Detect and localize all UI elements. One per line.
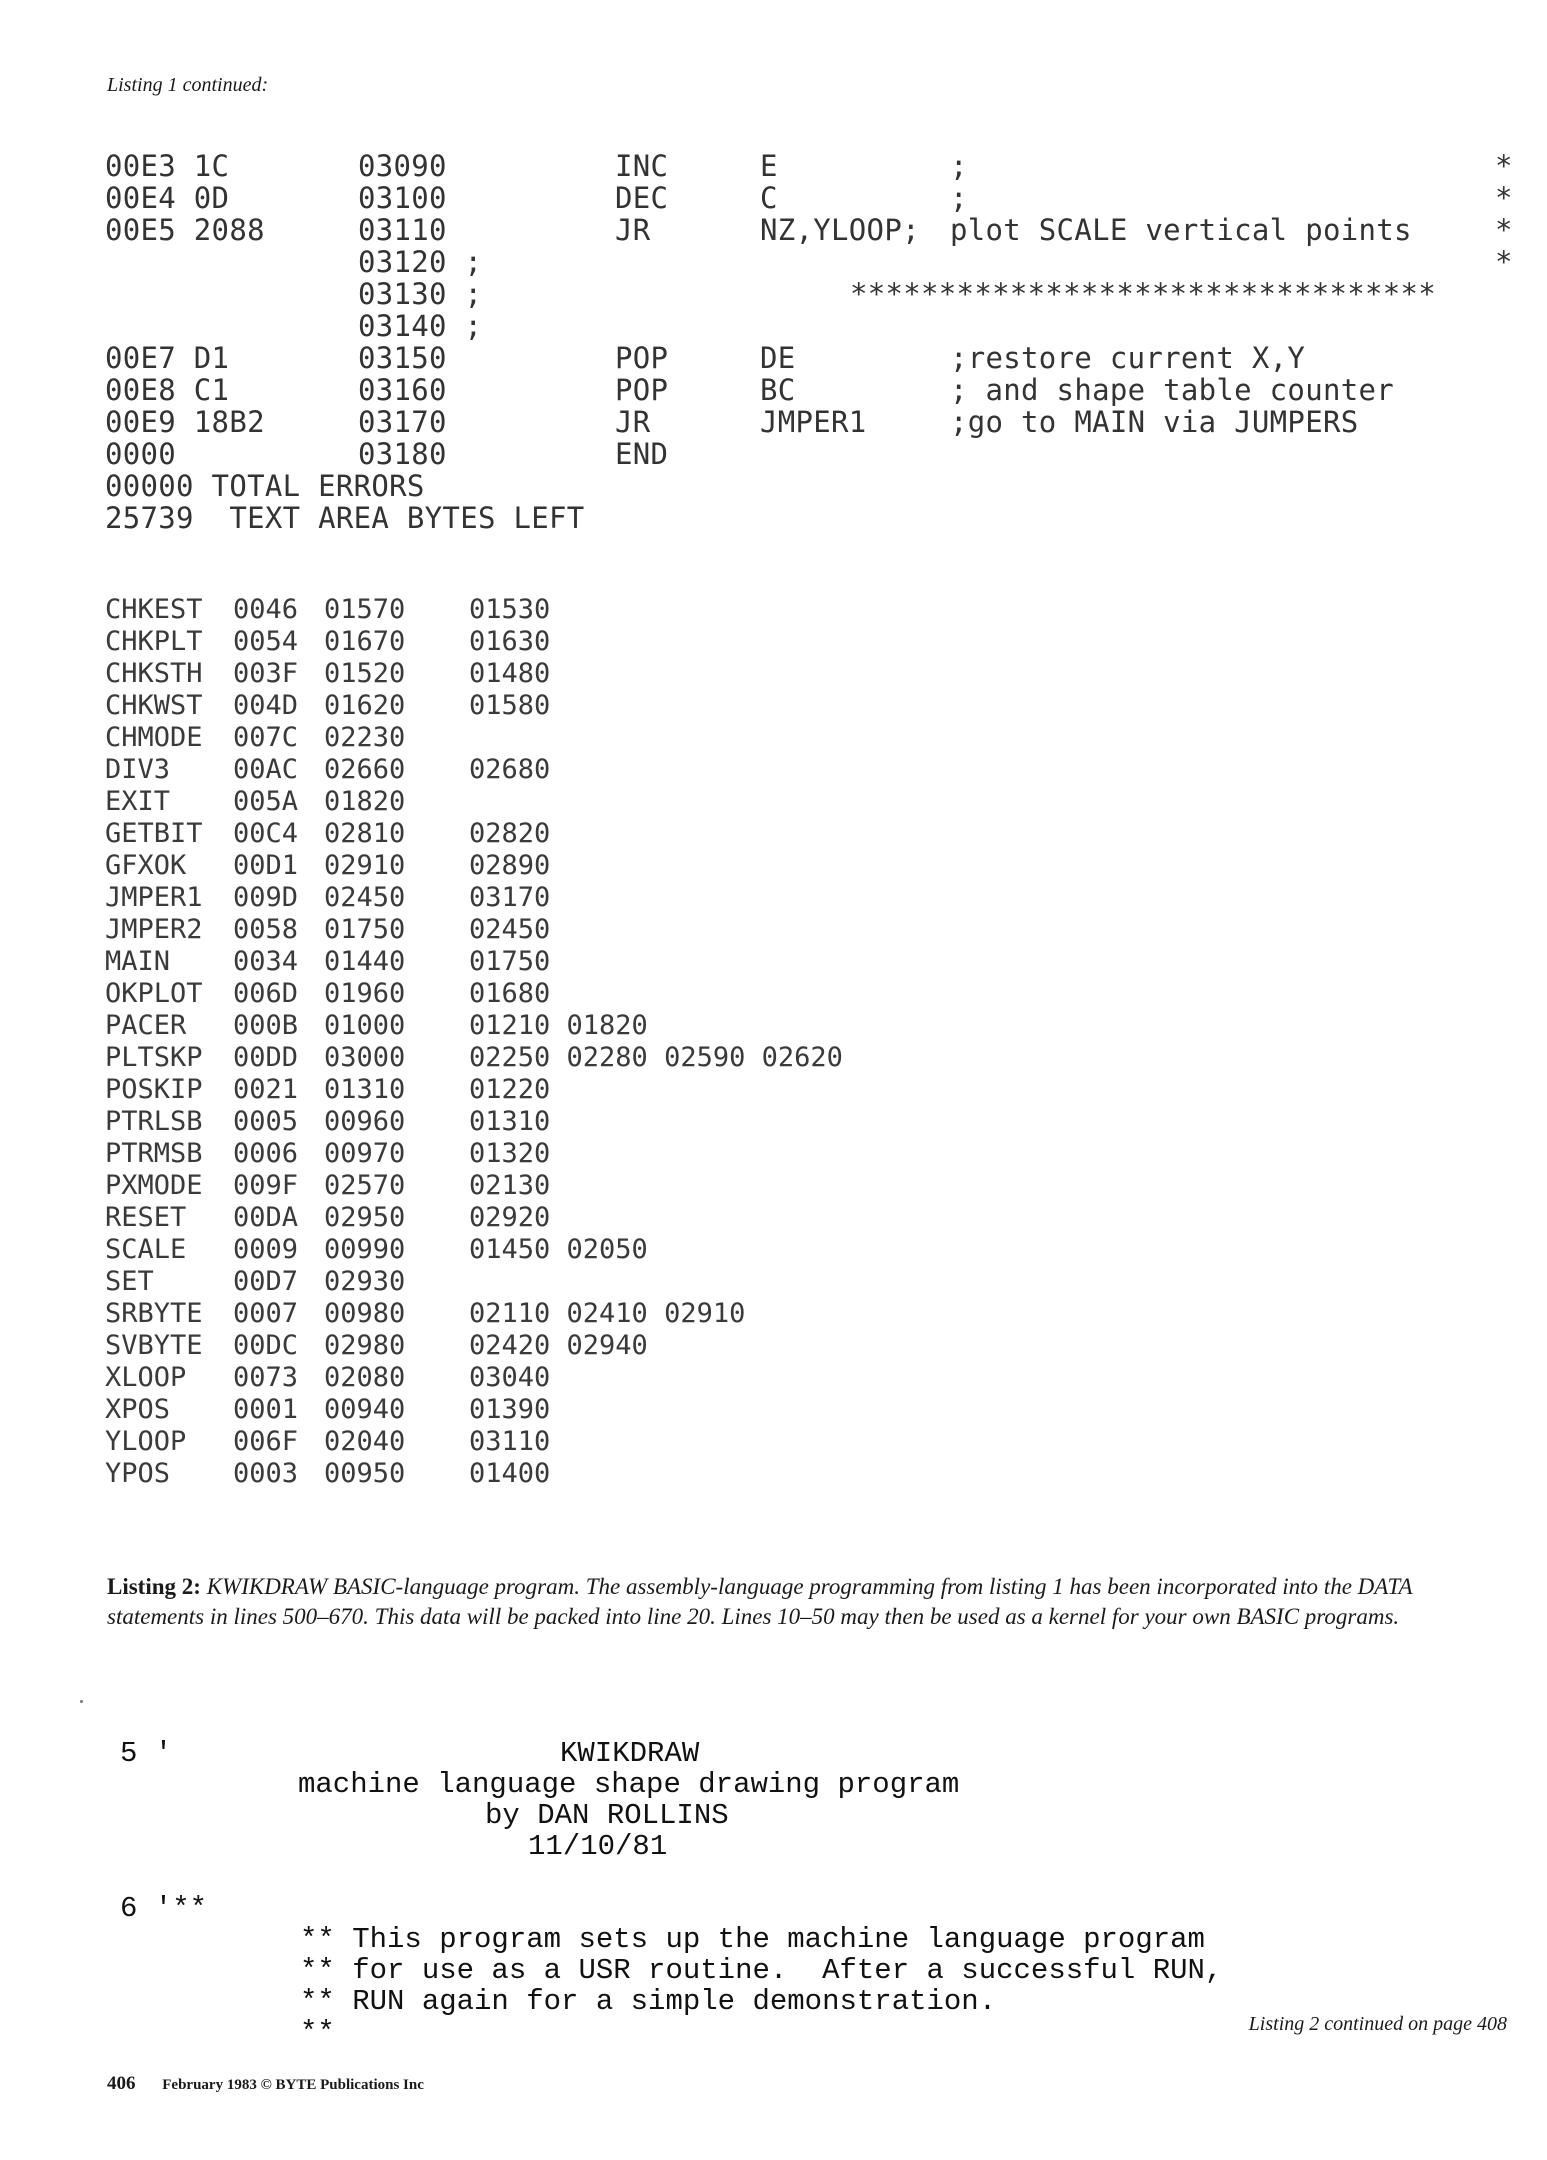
xref-row-col-0: RESET	[105, 1202, 187, 1233]
xref-row-col-0: PACER	[105, 1010, 187, 1041]
xref-row-col-2: 01750	[324, 914, 406, 945]
xref-row-col-3: 02890	[469, 850, 551, 881]
xref-row-col-0: CHMODE	[105, 722, 203, 753]
xref-row-col-1: 000B	[233, 1010, 299, 1041]
xref-row-col-3: 01220	[469, 1074, 551, 1105]
xref-row-col-0: JMPER2	[105, 914, 203, 945]
xref-row-col-0: YLOOP	[105, 1426, 187, 1457]
xref-row-col-3: 01450 02050	[469, 1234, 648, 1265]
xref-row-col-3: 01480	[469, 658, 551, 689]
xref-row-col-2: 00950	[324, 1458, 406, 1489]
listing-line-col-3: JMPER1	[760, 405, 867, 439]
listing-line-col-2: END	[615, 437, 669, 471]
xref-row-col-0: YPOS	[105, 1458, 171, 1489]
xref-row-col-3: 02680	[469, 754, 551, 785]
xref-row-col-2: 02930	[324, 1266, 406, 1297]
listing-line-col-1: 03110	[358, 213, 447, 247]
basic-line-col-1: machine language shape drawing program	[298, 1768, 960, 1801]
listing-line-col-2: INC	[615, 149, 669, 183]
xref-row-col-2: 03000	[324, 1042, 406, 1073]
listing-line-col-0: 0000	[105, 437, 177, 471]
xref-row-col-2: 00940	[324, 1394, 406, 1425]
basic-line-col-0: 5 '	[120, 1737, 173, 1770]
xref-row-col-2: 00990	[324, 1234, 406, 1265]
listing-line-col-2: POP	[615, 341, 669, 375]
xref-row-col-2: 01440	[324, 946, 406, 977]
listing-line-col-2: JR	[615, 405, 651, 439]
xref-row-col-3: 01320	[469, 1138, 551, 1169]
xref-row-col-3: 03110	[469, 1426, 551, 1457]
xref-row-col-2: 01670	[324, 626, 406, 657]
xref-row-col-0: PTRLSB	[105, 1106, 203, 1137]
xref-row-col-1: 0006	[233, 1138, 299, 1169]
xref-row-col-1: 0007	[233, 1298, 299, 1329]
xref-row-col-1: 00DC	[233, 1330, 299, 1361]
xref-row-col-1: 00D7	[233, 1266, 299, 1297]
xref-row-col-2: 01570	[324, 594, 406, 625]
listing-line-col-0: 00E3 1C	[105, 149, 230, 183]
xref-row-col-2: 01520	[324, 658, 406, 689]
xref-row-col-1: 006F	[233, 1426, 299, 1457]
xref-row-col-3: 02250 02280 02590 02620	[469, 1042, 843, 1073]
listing-line-col-0: 25739 TEXT AREA BYTES LEFT	[105, 501, 585, 535]
xref-row-col-3: 01400	[469, 1458, 551, 1489]
xref-row-col-1: 009F	[233, 1170, 299, 1201]
xref-row-col-2: 02660	[324, 754, 406, 785]
xref-row-col-3: 01630	[469, 626, 551, 657]
xref-row-col-1: 004D	[233, 690, 299, 721]
listing-line-col-6: *	[1495, 149, 1513, 183]
xref-row-col-1: 00C4	[233, 818, 299, 849]
listing-line-col-0: 00E9 18B2	[105, 405, 265, 439]
listing-line-col-3: DE	[760, 341, 796, 375]
listing-line-col-4: ;restore current X,Y	[950, 341, 1306, 375]
xref-row-col-0: POSKIP	[105, 1074, 203, 1105]
xref-row-col-0: CHKEST	[105, 594, 203, 625]
xref-row-col-0: EXIT	[105, 786, 171, 817]
basic-line-col-1: **	[300, 2016, 335, 2049]
xref-row-col-2: 00960	[324, 1106, 406, 1137]
xref-row-col-1: 0054	[233, 626, 299, 657]
xref-row-col-3: 01390	[469, 1394, 551, 1425]
listing-line-col-1: 03090	[358, 149, 447, 183]
xref-row-col-0: PTRMSB	[105, 1138, 203, 1169]
continued-note: Listing 2 continued on page 408	[1248, 2013, 1507, 2035]
xref-row-col-2: 01000	[324, 1010, 406, 1041]
xref-row-col-0: PXMODE	[105, 1170, 203, 1201]
xref-row-col-2: 02040	[324, 1426, 406, 1457]
xref-row-col-0: PLTSKP	[105, 1042, 203, 1073]
xref-row-col-3: 01310	[469, 1106, 551, 1137]
xref-row-col-3: 02110 02410 02910	[469, 1298, 746, 1329]
xref-row-col-0: JMPER1	[105, 882, 203, 913]
xref-row-col-3: 01580	[469, 690, 551, 721]
xref-row-col-1: 0034	[233, 946, 299, 977]
xref-row-col-0: CHKPLT	[105, 626, 203, 657]
xref-row-col-0: SCALE	[105, 1234, 187, 1265]
xref-row-col-1: 009D	[233, 882, 299, 913]
xref-row-col-2: 00970	[324, 1138, 406, 1169]
xref-row-col-0: CHKSTH	[105, 658, 203, 689]
xref-row-col-3: 02920	[469, 1202, 551, 1233]
xref-row-col-2: 01310	[324, 1074, 406, 1105]
xref-row-col-2: 01960	[324, 978, 406, 1009]
xref-row-col-2: 02950	[324, 1202, 406, 1233]
xref-row-col-0: XLOOP	[105, 1362, 187, 1393]
xref-row-col-2: 02810	[324, 818, 406, 849]
listing-line-col-4: ;	[950, 181, 968, 215]
xref-row-col-1: 0073	[233, 1362, 299, 1393]
xref-row-col-0: CHKWST	[105, 690, 203, 721]
listing-line-col-2: JR	[615, 213, 651, 247]
basic-line-col-1: 11/10/81	[528, 1830, 668, 1863]
xref-row-col-2: 02910	[324, 850, 406, 881]
page-number: 406	[107, 2073, 136, 2094]
xref-row-col-2: 01620	[324, 690, 406, 721]
listing-line-col-1: 03170	[358, 405, 447, 439]
xref-row-col-3: 02820	[469, 818, 551, 849]
xref-row-col-1: 006D	[233, 978, 299, 1009]
xref-row-col-1: 00DD	[233, 1042, 299, 1073]
xref-row-col-1: 0021	[233, 1074, 299, 1105]
xref-row-col-1: 005A	[233, 786, 299, 817]
xref-row-col-3: 01750	[469, 946, 551, 977]
caption-text: KWIKDRAW BASIC-language program. The assembly-language programming from listing 1 has been incorporated into the DATA statements in lines 500–670. This data will be packed into line 20. Lines 10–50 may then be used as a kernel for your own BASIC programs.	[107, 1574, 1413, 1629]
xref-row-col-0: MAIN	[105, 946, 171, 977]
xref-row-col-2: 02570	[324, 1170, 406, 1201]
xref-row-col-1: 0005	[233, 1106, 299, 1137]
xref-row-col-0: DIV3	[105, 754, 171, 785]
listing-line-col-1: 03120 ;	[358, 245, 483, 279]
xref-row-col-1: 0058	[233, 914, 299, 945]
listing-line-col-6: *	[1495, 245, 1513, 279]
xref-row-col-2: 02230	[324, 722, 406, 753]
listing-line-col-1: 03100	[358, 181, 447, 215]
xref-row-col-0: GFXOK	[105, 850, 187, 881]
xref-row-col-1: 00DA	[233, 1202, 299, 1233]
listing-line-col-1: 03140 ;	[358, 309, 483, 343]
xref-row-col-2: 02450	[324, 882, 406, 913]
listing-line-col-1: 03130 ;	[358, 277, 483, 311]
listing-line-col-0: 00E4 0D	[105, 181, 230, 215]
xref-row-col-1: 0003	[233, 1458, 299, 1489]
listing-line-col-4: ; and shape table counter	[950, 373, 1394, 407]
xref-row-col-3: 01530	[469, 594, 551, 625]
basic-line-col-1: KWIKDRAW	[560, 1737, 700, 1770]
xref-row-col-1: 003F	[233, 658, 299, 689]
basic-line-col-1: ** RUN again for a simple demonstration.	[300, 1985, 997, 2018]
listing-line-col-1: 03160	[358, 373, 447, 407]
xref-row-col-1: 007C	[233, 722, 299, 753]
xref-row-col-1: 0001	[233, 1394, 299, 1425]
listing-line-col-2: POP	[615, 373, 669, 407]
xref-row-col-3: 03040	[469, 1362, 551, 1393]
listing-line-col-6: *	[1495, 181, 1513, 215]
listing-line-col-3: C	[760, 181, 778, 215]
listing-line-col-1: 03180	[358, 437, 447, 471]
stray-mark	[80, 1700, 83, 1703]
xref-row-col-0: XPOS	[105, 1394, 171, 1425]
xref-row-col-2: 02980	[324, 1330, 406, 1361]
basic-line-col-1: by DAN ROLLINS	[485, 1799, 729, 1832]
caption-label: Listing 2:	[107, 1574, 201, 1599]
basic-line-col-1: ** for use as a USR routine. After a successful RUN,	[300, 1954, 1223, 1987]
listing-line-col-3: E	[760, 149, 778, 183]
xref-row-col-3: 01210 01820	[469, 1010, 648, 1041]
xref-row-col-1: 0009	[233, 1234, 299, 1265]
listing-line-col-2: DEC	[615, 181, 669, 215]
listing-continued-caption: Listing 1 continued:	[107, 74, 269, 96]
page-footer	[107, 2073, 424, 2095]
listing-line-col-6: *	[1495, 213, 1513, 247]
publication-line: February 1983 © BYTE Publications Inc	[162, 2077, 424, 2093]
xref-row-col-3: 02420 02940	[469, 1330, 648, 1361]
xref-row-col-0: GETBIT	[105, 818, 203, 849]
xref-row-col-3: 01680	[469, 978, 551, 1009]
basic-line-col-1: ** This program sets up the machine language program	[300, 1923, 1205, 1956]
xref-row-col-3: 03170	[469, 882, 551, 913]
listing-line-col-4: ;	[950, 149, 968, 183]
xref-row-col-2: 00980	[324, 1298, 406, 1329]
listing-line-col-3: BC	[760, 373, 796, 407]
listing-line-col-4: ;go to MAIN via JUMPERS	[950, 405, 1359, 439]
xref-row-col-0: SRBYTE	[105, 1298, 203, 1329]
listing-line-col-4: plot SCALE vertical points	[950, 213, 1412, 247]
listing-line-col-5: *********************************	[850, 277, 1437, 311]
listing-line-col-1: 03150	[358, 341, 447, 375]
xref-row-col-2: 02080	[324, 1362, 406, 1393]
listing-line-col-0: 00000 TOTAL ERRORS	[105, 469, 425, 503]
xref-row-col-1: 00AC	[233, 754, 299, 785]
listing-line-col-0: 00E8 C1	[105, 373, 230, 407]
listing-line-col-0: 00E5 2088	[105, 213, 265, 247]
listing-2-caption	[107, 1572, 1507, 1632]
xref-row-col-3: 02130	[469, 1170, 551, 1201]
xref-row-col-2: 01820	[324, 786, 406, 817]
xref-row-col-3: 02450	[469, 914, 551, 945]
xref-row-col-0: SET	[105, 1266, 154, 1297]
basic-line-col-0: 6 '**	[120, 1892, 208, 1925]
xref-row-col-0: SVBYTE	[105, 1330, 203, 1361]
xref-row-col-0: OKPLOT	[105, 978, 203, 1009]
xref-row-col-1: 00D1	[233, 850, 299, 881]
xref-row-col-1: 0046	[233, 594, 299, 625]
listing-line-col-0: 00E7 D1	[105, 341, 230, 375]
listing-line-col-3: NZ,YLOOP;	[760, 213, 920, 247]
